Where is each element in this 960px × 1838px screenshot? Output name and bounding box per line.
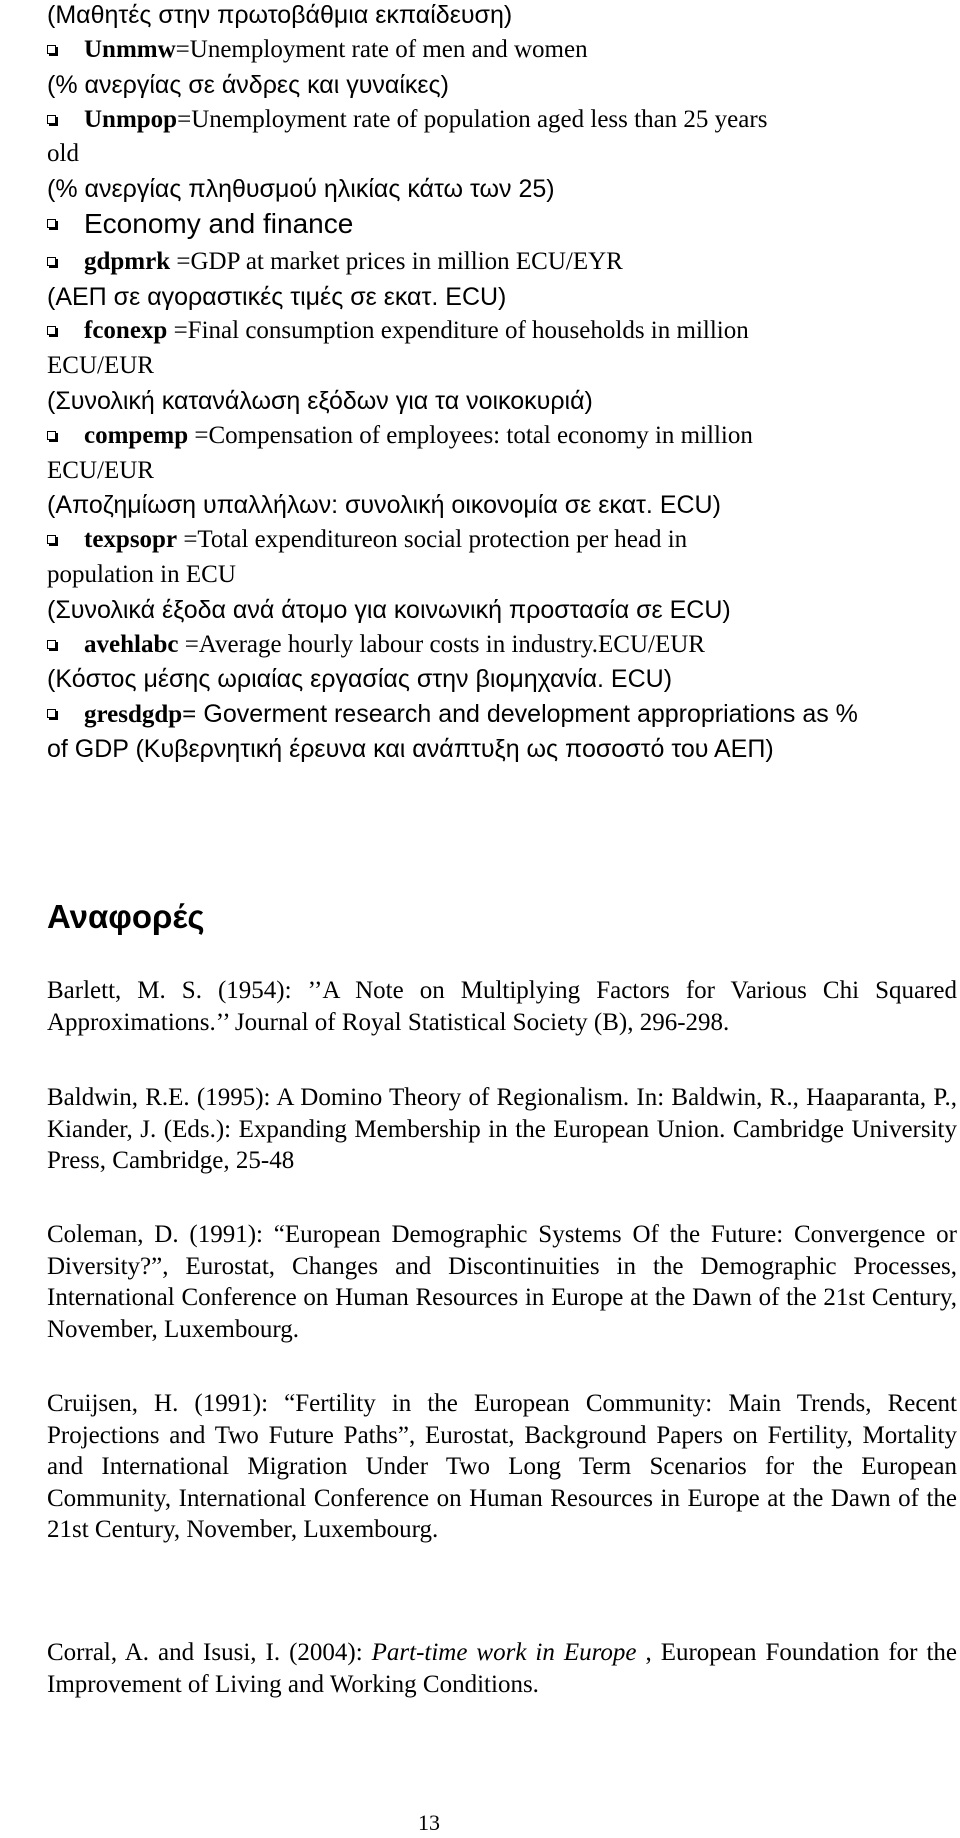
reference-barlett: Barlett, M. S. (1954): ’’A Note on Multiplying Factors for Various Chi Squared Approximations.’’ Journal of Royal Statistical Society (B), 296-298. [47,977,957,1036]
checkbox-bullet-icon [47,326,56,335]
reference-cruijsen: Cruijsen, H. (1991): “Fertility in the European Community: Main Trends, Recent Projections and Two Future Paths”, Eurostat, Background Papers on Fertility, Mortality and International Migration Under Two Long Term Scenarios for the European Community, International Conference on Human Resources in Europe at the Dawn of the 21st Century, November, Luxembourg. [47,1390,957,1543]
page-number: 13 [418,1810,440,1835]
text-line: (ΑΕΠ σε αγοραστικές τιμές σε εκατ. ECU) [47,283,507,311]
text-line: (% ανεργίας σε άνδρες και γυναίκες) [47,71,449,99]
variable-description: Goverment research and development appropriations as % [196,700,858,728]
text-line: of GDP (Κυβερνητική έρευνα και ανάπτυξη ως ποσοστό του ΑΕΠ) [47,735,774,763]
variable-item-unmmw [47,35,588,65]
checkbox-bullet-icon [47,115,56,124]
section-item-economy [47,209,353,239]
checkbox-bullet-icon [47,431,56,440]
text-line: (% ανεργίας πληθυσμού ηλικίας κάτω των 25) [47,175,555,203]
reference-coleman: Coleman, D. (1991): “European Demographic Systems Of the Future: Convergence or Diversity?”, Eurostat, Changes and Discontinuities in the Demographic Processes, International Conference on Human Resources in Europe at the Dawn of the 21st Century, November, Luxembourg. [47,1221,957,1343]
variable-item-gdpmrk [47,247,623,277]
checkbox-bullet-icon [47,45,56,54]
variable-description: =Unemployment rate of men and women [175,36,588,63]
variable-item-texpsopr [47,525,687,555]
variable-description: =GDP at market prices in million ECU/EYR [170,248,623,275]
variable-item-unmpop [47,105,767,135]
checkbox-bullet-icon [47,257,56,266]
reference-baldwin: Baldwin, R.E. (1995): A Domino Theory of Regionalism. In: Baldwin, R., Haaparanta, P., Kiander, J. (Eds.): Expanding Membership in the European Union. Cambridge University Press, Cambridge, 25-48 [47,1084,957,1174]
checkbox-bullet-icon [47,640,56,649]
text-line: old [47,140,79,167]
checkbox-bullet-icon [47,709,56,718]
variable-description: =Final consumption expenditure of households in million [167,317,749,344]
variable-name: gdpmrk [84,248,171,275]
variable-name: Unmmw [84,36,176,63]
reference-title: Part-time work in Europe [371,1639,637,1666]
reference-authors: Corral, A. and Isusi, I. (2004): [47,1639,372,1666]
variable-name: compemp [84,422,189,449]
text-line: (Μαθητές στην πρωτοβάθμια εκπαίδευση) [47,1,513,29]
variable-name: avehlabc [84,631,179,658]
variable-description: =Compensation of employees: total economy in million [188,422,753,449]
variable-description: =Average hourly labour costs in industry.ECU/EUR [178,631,705,658]
text-line: population in ECU [47,561,236,588]
reference-corral [47,1637,957,1700]
variable-description: =Total expenditureon social protection per head in [177,526,688,553]
references-heading: Αναφορές [47,898,205,935]
text-line: (Συνολική κατανάλωση εξόδων για τα νοικοκυριά) [47,387,593,415]
checkbox-bullet-icon [47,535,56,544]
variable-item-avehlabc [47,630,705,660]
checkbox-bullet-icon [47,219,56,228]
section-title: Economy and finance [84,208,354,239]
text-line: ECU/EUR [47,457,154,484]
text-line: (Συνολικά έξοδα ανά άτομο για κοινωνική προστασία σε ECU) [47,596,731,624]
variable-name: Unmpop [84,106,178,133]
variable-item-gresdgdp [47,699,858,730]
text-line: ECU/EUR [47,352,154,379]
variable-name: texpsopr [84,526,178,553]
variable-name: fconexp [84,317,168,344]
reference-publisher: , European Foundation for the Improvement of Living and Working Conditions. [47,1639,957,1698]
variable-name: gresdgdp= [84,701,197,728]
variable-item-compemp [47,421,753,451]
text-line: (Αποζημίωση υπαλλήλων: συνολική οικονομία σε εκατ. ECU) [47,491,721,519]
variable-description: =Unemployment rate of population aged less than 25 years [177,106,768,133]
text-line: (Κόστος μέσης ωριαίας εργασίας στην βιομηχανία. ECU) [47,665,673,693]
variable-item-fconexp [47,316,749,346]
